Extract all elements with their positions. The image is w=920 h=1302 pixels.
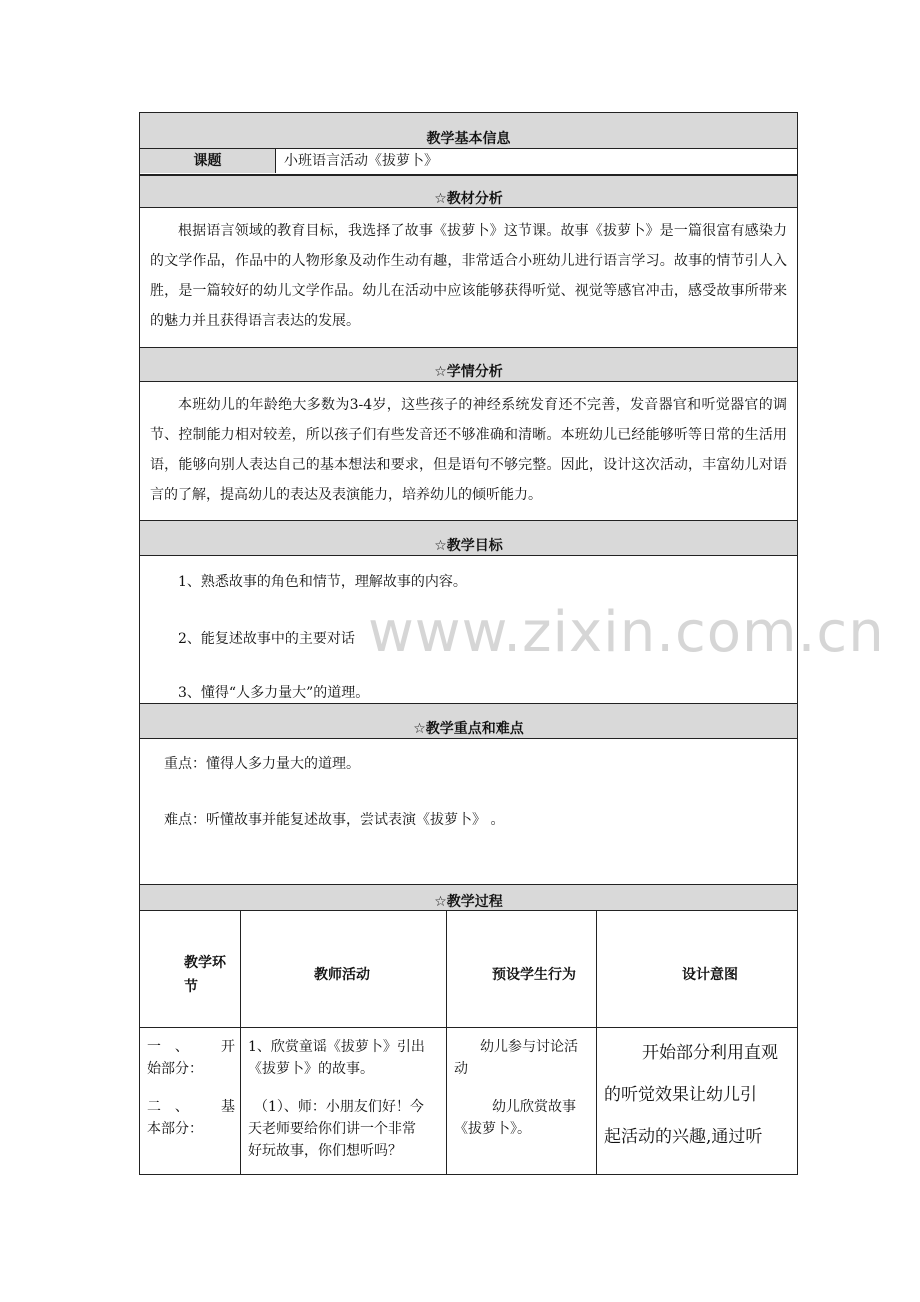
section-header-keypoints: ☆教学重点和难点 [139, 703, 798, 739]
table-title: 教学基本信息 [139, 112, 798, 149]
section-header-material: ☆教材分析 [139, 175, 798, 208]
intent-line: 起活动的兴趣,通过听 [604, 1127, 763, 1147]
intent-line: 开始部分利用直观 [642, 1043, 778, 1063]
col-header-student: 预设学生行为 [492, 967, 576, 983]
section-header-learner: ☆学情分析 [139, 347, 798, 382]
row-divider [139, 1027, 798, 1028]
section-header-process: ☆教学过程 [139, 884, 798, 911]
section-material-body [139, 208, 798, 348]
section-goals-body [139, 556, 798, 703]
student-line: 幼儿参与讨论活 [480, 1039, 578, 1055]
col-header-stage: 教学环 [184, 955, 226, 971]
section-header-goals: ☆教学目标 [139, 520, 798, 556]
student-cell [454, 1036, 594, 1140]
material-text: 根据语言领域的教育目标，我选择了故事《拔萝卜》这节课。故事《拔萝卜》是一篇很富有感染力的文学作品，作品中的人物形象及动作生动有趣，非常适合小班幼儿进行语言学习。故事的情节引人入胜，是一篇较好的幼儿文学作品。幼儿在活动中应该能够获得听觉、视觉等感官冲击，感受故事所带来的魅力并且获得语言表达的发展。 [150, 223, 787, 329]
teacher-cell [248, 1036, 442, 1162]
col-divider [596, 910, 597, 1175]
student-line: 幼儿欣赏故事 [492, 1099, 576, 1115]
section-learner-body [139, 382, 798, 520]
section-keypoints-body [139, 739, 798, 885]
difficulty-point: 难点：听懂故事并能复述故事，尝试表演《拔萝卜》 。 [164, 812, 505, 828]
teacher-line: （1）、师：小朋友们好！今 [254, 1099, 424, 1115]
watermark-text: www.zixin.com.cn [368, 600, 885, 665]
stage-b-line: 本部分： [147, 1121, 203, 1137]
topic-row [139, 148, 798, 175]
topic-value: 小班语言活动《拔萝卜》 [284, 153, 438, 169]
topic-label-cell [140, 149, 276, 173]
student-line: 《拔萝卜》。 [454, 1121, 531, 1137]
goal-item: 3、懂得“人多力量大”的道理。 [178, 685, 370, 701]
teacher-line: 1、欣赏童谣《拔萝卜》引出 [248, 1039, 425, 1055]
stage-cell [147, 1036, 235, 1140]
student-line: 动 [454, 1061, 468, 1077]
learner-text: 本班幼儿的年龄绝大多数为3-4岁，这些孩子的神经系统发育还不完善，发音器官和听觉器官的调节、控制能力相对较差，所以孩子们有些发音还不够准确和清晰。本班幼儿已经能够听等日常的生活用语，能够向别人表达自己的基本想法和要求，但是语句不够完整。因此，设计这次活动，丰富幼儿对语言的了解，提高幼儿的表达及表演能力，培养幼儿的倾听能力。 [150, 397, 787, 503]
goal-item: 1、熟悉故事的角色和情节，理解故事的内容。 [178, 574, 467, 590]
intent-cell [604, 1034, 796, 1156]
teacher-line: 天老师要给你们讲一个非常 [248, 1121, 416, 1137]
topic-label: 课题 [193, 153, 222, 169]
teacher-line: 《拔萝卜》的故事。 [248, 1061, 374, 1077]
teacher-line: 好玩故事，你们想听吗？ [248, 1143, 402, 1159]
col-divider [240, 910, 241, 1175]
stage-a-line: 始部分： [147, 1061, 203, 1077]
key-point: 重点：懂得人多力量大的道理。 [164, 756, 360, 772]
col-header-stage: 节 [184, 979, 198, 995]
intent-line: 的听觉效果让幼儿引 [604, 1085, 757, 1105]
stage-b-line: 二、 基 [147, 1099, 235, 1115]
col-header-teacher: 教师活动 [314, 967, 370, 983]
goal-item: 2、能复述故事中的主要对话 [178, 631, 355, 647]
col-divider [446, 910, 447, 1175]
stage-a-line: 一、 开 [147, 1039, 235, 1055]
col-header-intent: 设计意图 [682, 967, 738, 983]
